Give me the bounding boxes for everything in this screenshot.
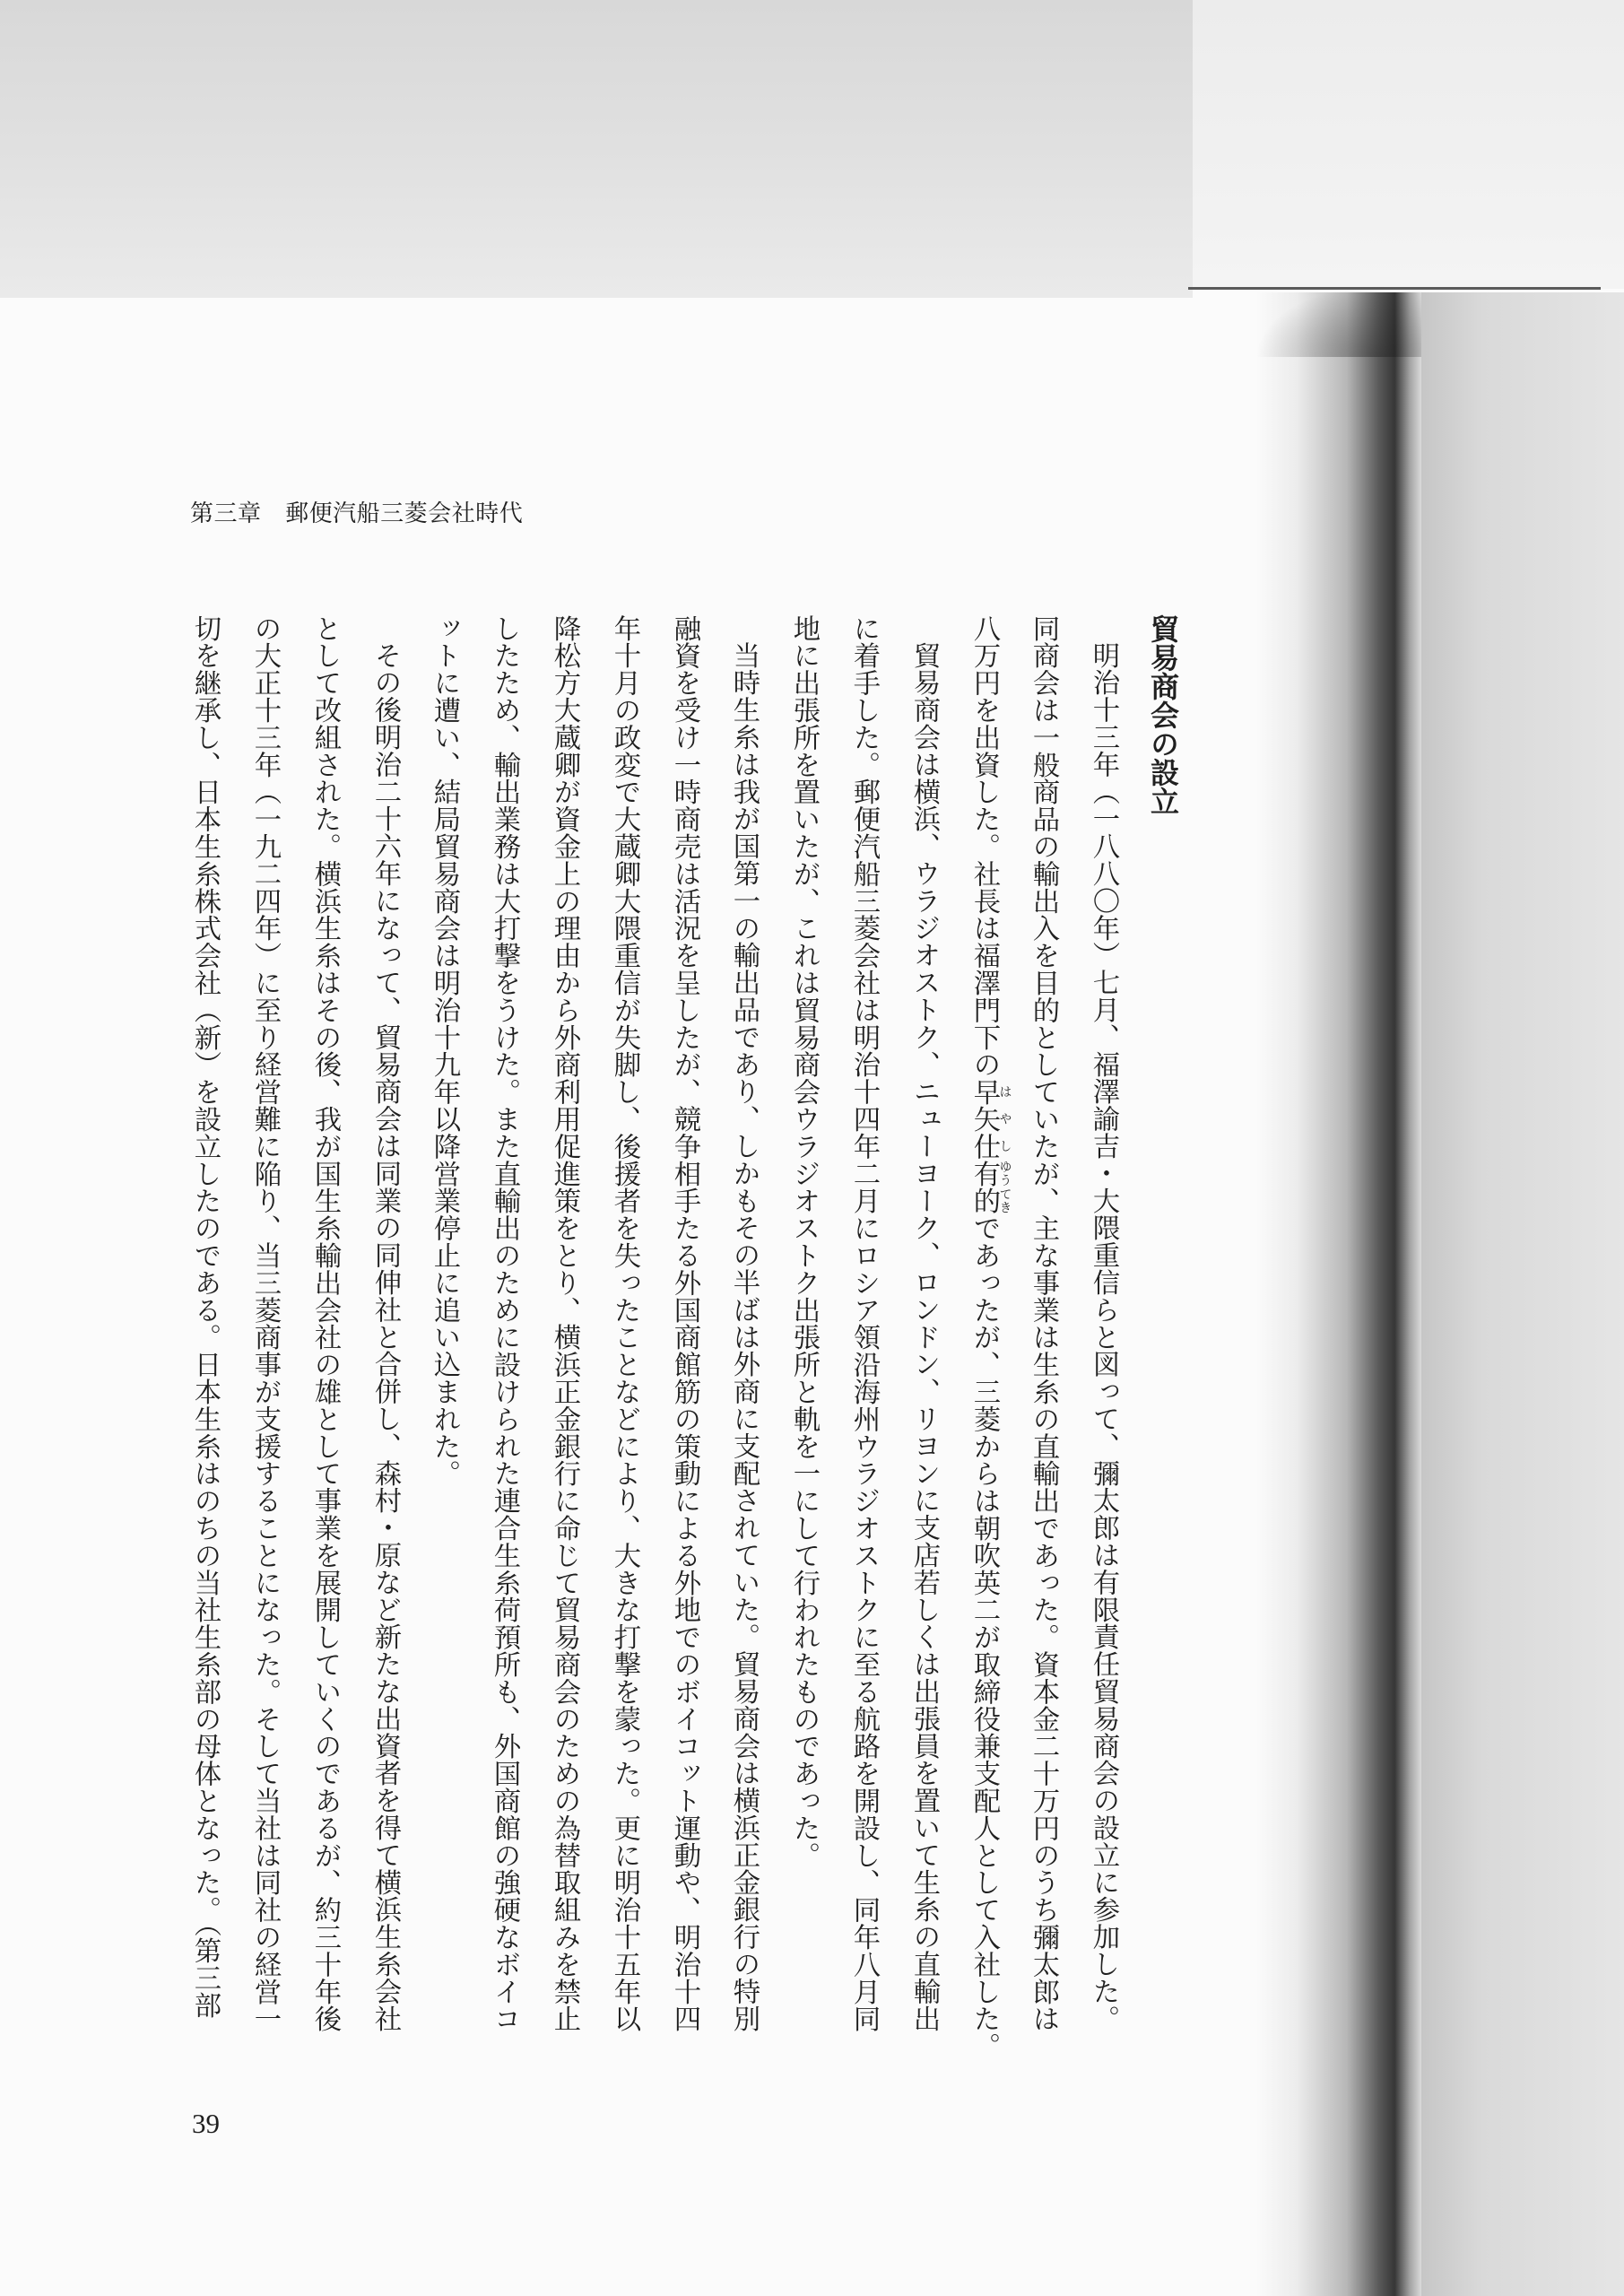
text-line: その後明治二十六年になって、貿易商会は同業の同伸社と合併し、森村・原など新たな出資者を得て横浜生糸会社 bbox=[369, 641, 401, 2032]
scan-shadow-top-right bbox=[1193, 0, 1624, 289]
text-line: 貿易商会は横浜、ウラジオストク、ニューヨーク、ロンドン、リヨンに支店若しくは出張員を置いて生糸の直輸出 bbox=[908, 641, 940, 2032]
text-line: 地に出張所を置いたが、これは貿易商会ウラジオストク出張所と軌を一にして行われたものであった。 bbox=[788, 614, 820, 1869]
facing-page-edge bbox=[1421, 292, 1624, 2296]
text-line: 降松方大蔵卿が資金上の理由から外商利用促進策をとり、横浜正金銀行に命じて貿易商会のための為替取組みを禁止 bbox=[549, 614, 580, 2032]
page-number: 39 bbox=[192, 2108, 220, 2139]
ruby-reading: ゆうてき bbox=[997, 1160, 1012, 1214]
ruby-base: 早矢仕 bbox=[968, 1077, 1000, 1161]
ruby-base: 有的 bbox=[968, 1160, 1000, 1214]
text-line: 当時生糸は我が国第一の輸出品であり、しかもその半ばは外商に支配されていた。貿易商会は横浜正金銀行の特別 bbox=[728, 641, 760, 2032]
running-header: 第三章 郵便汽船三菱会社時代 bbox=[190, 500, 524, 527]
section-heading: 貿易商会の設立 bbox=[1146, 614, 1180, 815]
text-line: 切を継承し、日本生糸株式会社（新）を設立したのである。日本生糸はのちの当社生糸部の母体となった。（第三部 bbox=[189, 614, 221, 2019]
text-line: 年十月の政変で大蔵卿大隈重信が失脚し、後援者を失ったことなどにより、大きな打撃を蒙った。更に明治十五年以 bbox=[609, 614, 640, 2032]
text-line bbox=[954, 614, 1013, 2059]
text-line: 明治十三年（一八八〇年）七月、福澤諭吉・大隈重信らと図って、彌太郎は有限責任貿易商会の設立に参加した。 bbox=[1088, 641, 1119, 2032]
ruby-word bbox=[968, 1160, 1012, 1214]
text-line: したため、輸出業務は大打撃をうけた。また直輸出のために設けられた連合生糸荷預所も、外国商館の強硬なボイコ bbox=[489, 614, 520, 2032]
text-line: 融資を受け一時商売は活況を呈したが、競争相手たる外国商館筋の策動による外地でのボイコット運動や、明治十四 bbox=[669, 614, 700, 2032]
scan-shadow-top bbox=[0, 0, 1193, 298]
text-line: に着手した。郵便汽船三菱会社は明治十四年二月にロシア領沿海州ウラジオストクに至る航路を開設し、同年八月同 bbox=[848, 614, 880, 2032]
text-line: の大正十三年（一九二四年）に至り経営難に陥り、当三菱商事が支援することになった。そして当社は同社の経営一 bbox=[249, 614, 281, 2032]
text-segment: 八万円を出資した。社長は福澤門下の bbox=[968, 614, 1000, 1078]
ruby-word bbox=[968, 1077, 1012, 1161]
spine-shadow bbox=[1255, 292, 1421, 2296]
text-line: として改組された。横浜生糸はその後、我が国生糸輸出会社の雄として事業を展開していくのであるが、約三十年後 bbox=[309, 614, 341, 2032]
ruby-reading: はやし bbox=[997, 1077, 1012, 1160]
text-line: ットに遭い、結局貿易商会は明治十九年以降営業停止に追い込まれた。 bbox=[429, 614, 460, 1487]
text-line: 同商会は一般商品の輸出入を目的としていたが、主な事業は生糸の直輸出であった。資本金二十万円のうち彌太郎は bbox=[1028, 614, 1059, 2032]
text-segment: であったが、三菱からは朝吹英二が取締役兼支配人として入社した。 bbox=[968, 1213, 1000, 2060]
